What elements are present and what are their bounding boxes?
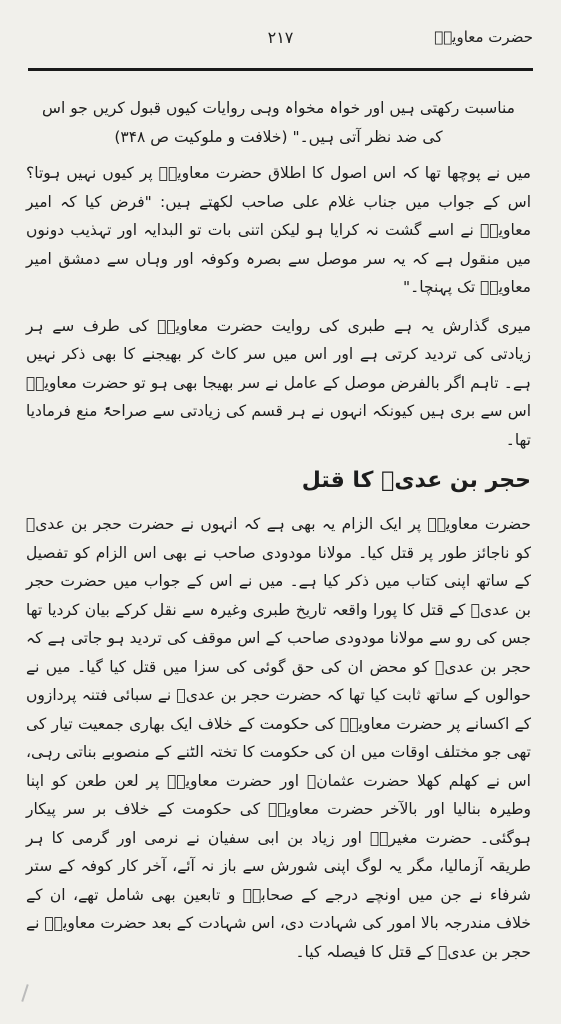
- page-header: [28, 24, 533, 68]
- header-rule: [28, 68, 533, 71]
- section-heading: حجر بن عدیؓ کا قتل: [301, 468, 531, 493]
- block-quote: مناسبت رکھتی ہیں اور خواہ مخواہ وہی روایات کیوں قبول کریں جو اس کی ضد نظر آتی ہیں۔" (خلافت و ملوکیت ص ۳۴۸): [42, 99, 515, 146]
- paragraph-1: میں نے پوچھا تھا کہ اس اصول کا اطلاق حضرت معاویہؓ پر کیوں نہیں ہوتا؟ اس کے جواب میں جناب غلام علی صاحب لکھتے ہیں: "فرض کیا کہ امیر معاویہؓ نے اسے گشت نہ کرایا ہو لیکن اتنی بات تو البدایہ اور تہذیب دونوں میں منقول ہے کہ یہ سر موصل سے بصرہ وکوفہ اور وہاں سے دمشق امیر معاویہؓ تک پہنچا۔": [26, 164, 531, 296]
- page-body: [26, 82, 531, 976]
- page-edge-mark: [21, 984, 28, 1002]
- paragraph-3: حضرت معاویہؓ پر ایک الزام یہ بھی ہے کہ انہوں نے حضرت حجر بن عدیؓ کو ناجائز طور پر قتل کیا۔ مولانا مودودی صاحب نے بھی اس الزام کو تفصیل کے ساتھ اپنی کتاب میں ذکر کیا ہے۔ میں نے اس کے جواب میں حضرت حجر بن عدیؓ کے قتل کا پورا واقعہ تاریخ طبری وغیرہ سے نقل کرکے بیان کردیا تھا جس کی رو سے مولانا مودودی صاحب کے اس موقف کی تردید ہو جاتی ہے کہ حجر بن عدیؓ کو محض ان کی حق گوئی کی سزا میں قتل کیا گیا۔ میں نے حوالوں کے ساتھ ثابت کیا تھا کہ حضرت حجر بن عدیؓ نے سبائی فتنہ پردازوں کے اکسانے پر حضرت معاویہؓ کی حکومت کے خلاف ایک بھاری جمعیت تیار کی تھی جو مختلف اوقات میں ان کی حکومت کا تختہ الٹنے کے منصوبے بناتی رہی، اس نے کھلم کھلا حضرت عثمانؓ اور حضرت معاویہؓ پر لعن طعن کو اپنا وطیرہ بنالیا اور بالآخر حضرت معاویہؓ کی حکومت کے خلاف بر سر پیکار ہوگئی۔ حضرت مغیرہؓ اور زیاد بن ابی سفیان نے نرمی اور گرمی کا ہر طریقہ آزمالیا، مگر یہ لوگ اپنی شورش سے باز نہ آئے، آخر کار کوفہ کے ستر شرفاء نے جن میں اونچے درجے کے صحابہؓ و تابعین بھی شامل تھے، ان کے خلاف مندرجہ بالا امور کی شہادت دی، اس شہادت کے بعد حضرت معاویہؓ نے حجر بن عدیؓ کے قتل کا فیصلہ کیا۔: [26, 515, 531, 961]
- running-head: حضرت معاویہؓ: [434, 28, 533, 46]
- page-number: ۲۱۷: [267, 28, 294, 47]
- paragraph-2: میری گذارش یہ ہے طبری کی روایت حضرت معاویہؓ کی طرف سے ہر زیادتی کی تردید کرتی ہے اور اس میں سر کاٹ کر بھیجنے کا بھی ذکر نہیں ہے۔ تاہم اگر بالفرض موصل کے عامل نے سر بھیجا بھی ہو تو حضرت معاویہؓ اس سے بری ہیں کیونکہ انہوں نے ہر قسم کی زیادتی سے صراحۃً منع فرمادیا تھا۔: [26, 316, 531, 449]
